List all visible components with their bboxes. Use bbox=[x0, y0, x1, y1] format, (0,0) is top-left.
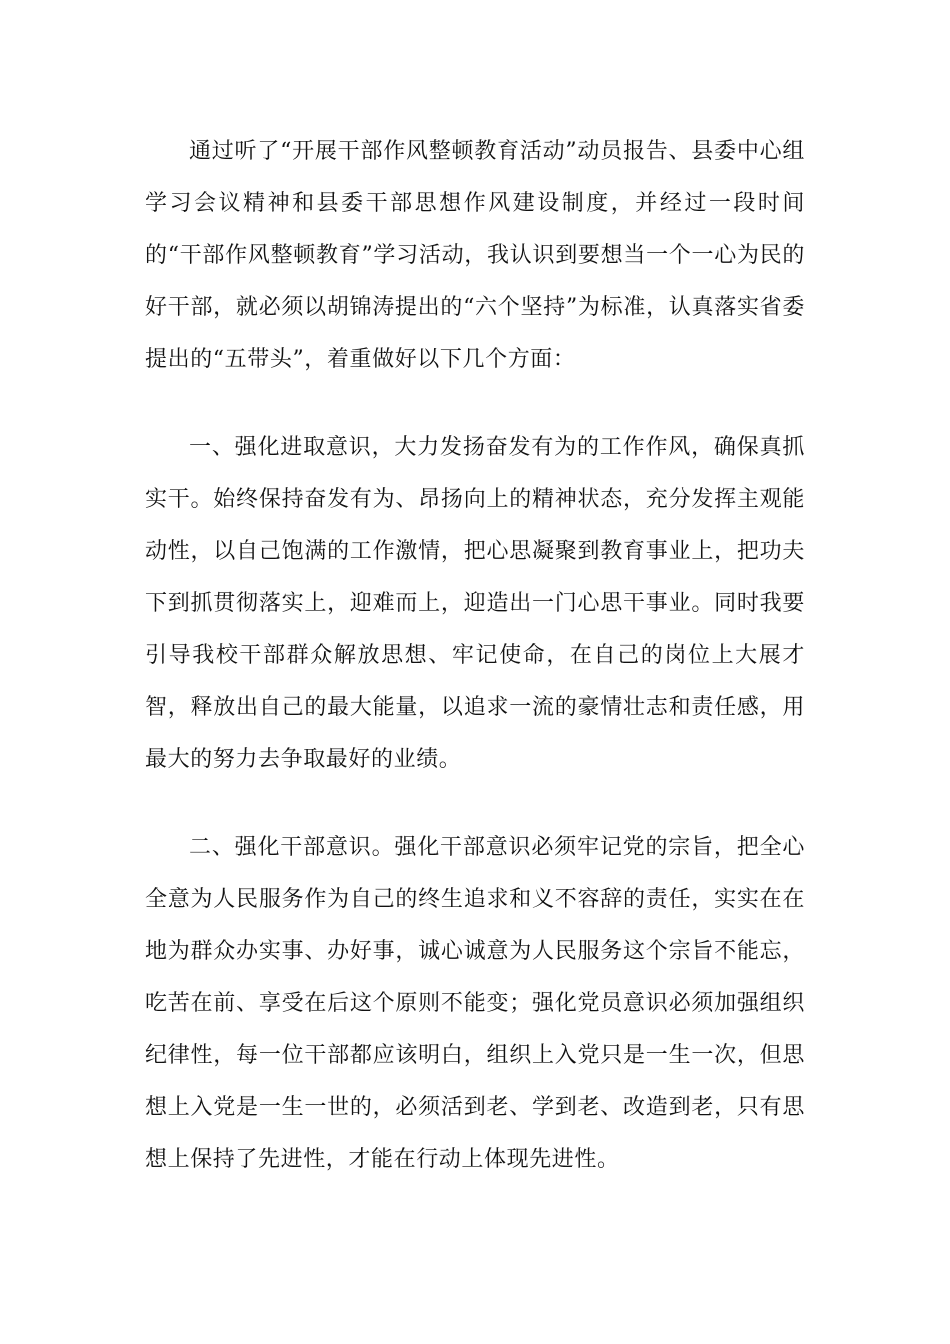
paragraph-section-one: 一、强化进取意识，大力发扬奋发有为的工作作风，确保真抓实干。始终保持奋发有为、昂扬向上的精神状态，充分发挥主观能动性，以自己饱满的工作激情，把心思凝聚到教育事业上，把功夫下到抓贯彻落实上，迎难而上，迎造出一门心思干事业。同时我要引导我校干部群众解放思想、牢记使命，在自己的岗位上大展才智，释放出自己的最大能量，以追求一流的豪情壮志和责任感，用最大的努力去争取最好的业绩。 bbox=[145, 435, 805, 772]
paragraph-intro: 通过听了“开展干部作风整顿教育活动”动员报告、县委中心组学习会议精神和县委干部思想作风建设制度，并经过一段时间的“干部作风整顿教育”学习活动，我认识到要想当一个一心为民的好干部，就必须以胡锦涛提出的“六个坚持”为标准，认真落实省委提出的“五带头”，着重做好以下几个方面： bbox=[145, 139, 805, 372]
document-body bbox=[145, 126, 805, 1186]
paragraph-section-two: 二、强化干部意识。强化干部意识必须牢记党的宗旨，把全心全意为人民服务作为自己的终生追求和义不容辞的责任，实实在在地为群众办实事、办好事，诚心诚意为人民服务这个宗旨不能忘，吃苦在前、享受在后这个原则不能变；强化党员意识必须加强组织纪律性，每一位干部都应该明白，组织上入党只是一生一次，但思想上入党是一生一世的，必须活到老、学到老、改造到老，只有思想上保持了先进性，才能在行动上体现先进性。 bbox=[145, 835, 805, 1172]
